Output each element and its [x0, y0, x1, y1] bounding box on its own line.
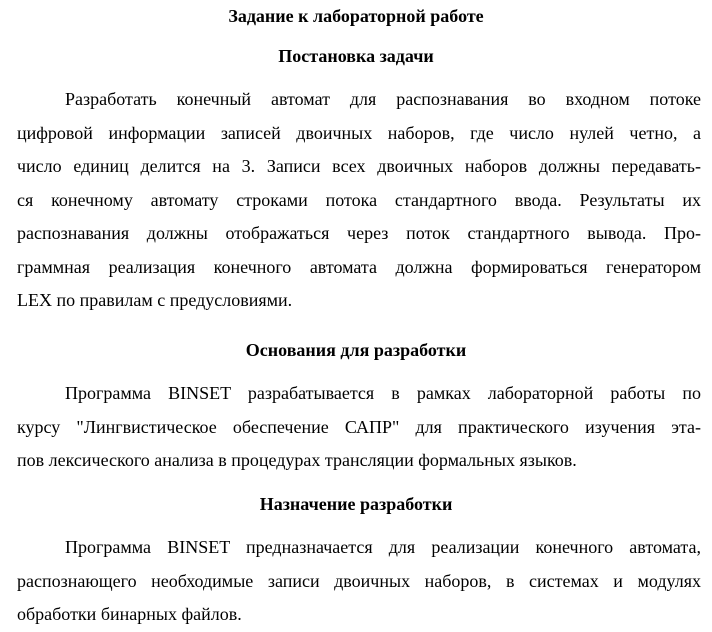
paragraph-purpose: [17, 531, 701, 632]
paragraph-line: LEX по правилам с предусловиями.: [17, 290, 293, 310]
paragraph-line: Программа BINSET предназначается для реализации конечного автомата,: [65, 537, 701, 557]
paragraph-line: распознавания должны отображаться через поток стандартного вывода. Про-: [17, 223, 701, 243]
section-heading-basis: Основания для разработки: [245, 340, 467, 360]
paragraph-line: цифровой информации записей двоичных наборов, где число нулей четно, а: [17, 122, 701, 143]
paragraph-line: число единиц делится на 3. Записи всех двоичных наборов должны передавать-: [17, 156, 701, 176]
document-title: Задание к лабораторной работе: [228, 6, 484, 26]
section-heading-purpose: Назначение разработки: [259, 494, 453, 514]
paragraph-line: курсу "Лингвистическое обеспечение САПР" для практического изучения эта-: [17, 416, 701, 437]
paragraph-line: обработки бинарных файлов.: [17, 604, 242, 624]
paragraph-line: Программа BINSET разрабатывается в рамках лабораторной работы по: [65, 383, 701, 403]
paragraph-task: [17, 83, 701, 318]
section-heading-task: Постановка задачи: [278, 46, 434, 66]
paragraph-basis: [17, 377, 701, 478]
paragraph-line: граммная реализация конечного автомата должна формироваться генератором: [17, 256, 701, 277]
paragraph-line: ся конечному автомату строками потока стандартного ввода. Результаты их: [17, 189, 701, 210]
paragraph-line: Разработать конечный автомат для распознавания во входном потоке: [65, 89, 701, 109]
paragraph-line: распознающего необходимые записи двоичных наборов, в системах и модулях: [17, 570, 701, 591]
paragraph-line: пов лексического анализа в процедурах трансляции формальных языков.: [17, 450, 577, 470]
